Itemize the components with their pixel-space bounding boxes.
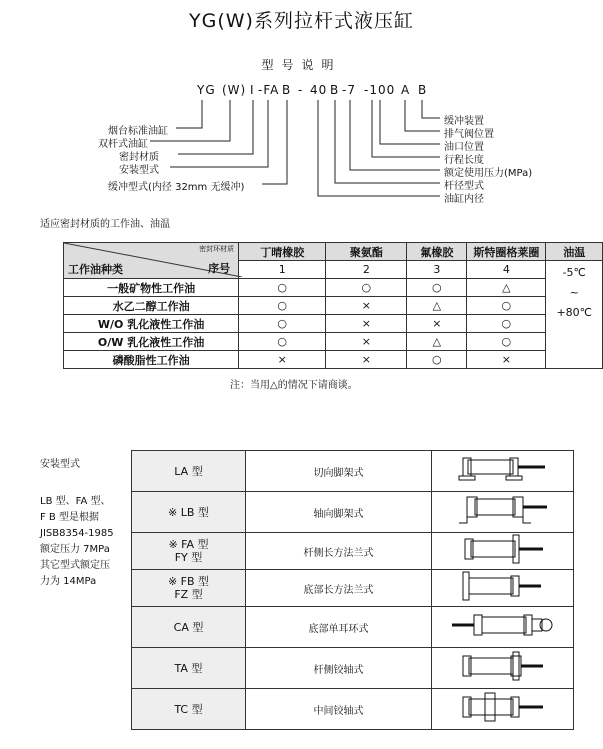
- axial-foot-cylinder-icon: [432, 492, 574, 533]
- material-header: 聚氨酯: [326, 243, 407, 261]
- mount-desc: 轴向脚架式: [246, 492, 432, 533]
- material-header: 氟橡胶: [407, 243, 467, 261]
- install-side-note: [40, 494, 130, 590]
- compat-cell: ○: [467, 297, 546, 315]
- rear-flange-cylinder-icon: [432, 570, 574, 607]
- mount-type-cell: [132, 451, 246, 492]
- legend-mount-type: 安装型式: [119, 165, 159, 176]
- mount-desc: 底部长方法兰式: [246, 570, 432, 607]
- legend-port-position: 油口位置: [444, 142, 484, 153]
- table-row: [132, 492, 574, 533]
- mount-desc: 切向脚架式: [246, 451, 432, 492]
- table-row: [64, 279, 603, 297]
- mount-type-label: TA 型: [174, 661, 203, 675]
- oil-type: 水乙二醇工作油: [64, 297, 239, 315]
- compat-cell: ○: [239, 333, 326, 351]
- corner-seal-label: 密封环材质: [199, 245, 235, 253]
- mount-type-label: TC 型: [174, 702, 203, 716]
- corner-oil-label: 工作油种类: [68, 263, 123, 276]
- oil-type: O/W 乳化液性工作油: [64, 333, 239, 351]
- compat-cell: △: [467, 279, 546, 297]
- legend-buffer-device: 缓冲装置: [444, 116, 484, 127]
- mount-type-label: CA 型: [173, 620, 204, 634]
- code-part: YG: [197, 83, 216, 97]
- number-cell: 1: [239, 261, 326, 279]
- compat-cell: ○: [467, 333, 546, 351]
- mount-type-label: ※ FA 型: [168, 538, 209, 551]
- compat-cell: △: [407, 297, 467, 315]
- mount-type-cell: [132, 570, 246, 607]
- code-part: B: [282, 83, 292, 97]
- legend-rated-pressure: 额定使用压力(MPa): [444, 168, 533, 179]
- corner-number-label: 序号: [208, 262, 231, 275]
- mount-desc: 中间铰轴式: [246, 689, 432, 730]
- code-part: B: [330, 83, 340, 97]
- rod-flange-cylinder-icon: [432, 533, 574, 570]
- table-row: [132, 570, 574, 607]
- number-cell: 4: [467, 261, 546, 279]
- legend-yantai-standard: 烟台标准油缸: [108, 126, 168, 137]
- number-cell: 2: [326, 261, 407, 279]
- compat-cell: △: [407, 333, 467, 351]
- temp-min: -5℃: [562, 266, 586, 279]
- compat-cell: ○: [407, 351, 467, 369]
- compat-cell: ×: [326, 315, 407, 333]
- foot-mount-cylinder-icon: [432, 451, 574, 492]
- side-note-line: F B 型是根据: [40, 512, 99, 523]
- compat-cell: ○: [326, 279, 407, 297]
- mount-type-label: ※ LB 型: [168, 505, 209, 519]
- compat-cell: ○: [467, 315, 546, 333]
- code-part: -: [298, 83, 304, 97]
- side-note-line: 其它型式额定压: [40, 560, 110, 571]
- temp-range: [546, 261, 603, 369]
- number-cell: 3: [407, 261, 467, 279]
- mount-desc: 底部单耳环式: [246, 607, 432, 648]
- side-note-line: 额定压力 7MPa: [40, 544, 110, 555]
- code-part: A: [401, 83, 411, 97]
- clevis-cylinder-icon: [432, 607, 574, 648]
- side-note-line: LB 型、FA 型、: [40, 496, 111, 507]
- compat-cell: ×: [326, 333, 407, 351]
- legend-double-rod: 双杆式油缸: [98, 139, 148, 150]
- compat-footnote: 注：当用△的情况下请商谈。: [230, 380, 358, 391]
- mount-desc: 杆侧铰轴式: [246, 648, 432, 689]
- compat-cell: ○: [407, 279, 467, 297]
- table-row: [132, 607, 574, 648]
- table-corner: [64, 243, 239, 279]
- code-part: B: [418, 83, 428, 97]
- oil-type: W/O 乳化液性工作油: [64, 315, 239, 333]
- compat-cell: ×: [326, 297, 407, 315]
- side-note-line: 力为 14MPa: [40, 576, 97, 587]
- compat-intro: 适应密封材质的工作油、油温: [40, 219, 170, 230]
- legend-vent-position: 排气阀位置: [444, 129, 494, 140]
- mount-desc: 杆侧长方法兰式: [246, 533, 432, 570]
- code-part: (W): [222, 83, 247, 97]
- mount-type-cell: [132, 533, 246, 570]
- mount-type-cell: [132, 648, 246, 689]
- temp-sep: ~: [569, 286, 579, 299]
- table-row: [64, 333, 603, 351]
- model-explanation-heading: 型号说明: [261, 58, 342, 72]
- compat-cell: ×: [407, 315, 467, 333]
- temp-max: +80℃: [556, 306, 593, 319]
- mount-type-label: ※ FB 型: [167, 575, 210, 588]
- side-note-line: JISB8354-1985: [40, 528, 114, 539]
- legend-rod-type: 杆径型式: [444, 181, 484, 192]
- code-part: 40: [310, 83, 328, 97]
- table-row: [132, 648, 574, 689]
- table-row: [132, 689, 574, 730]
- install-section-title: 安装型式: [40, 459, 80, 470]
- rod-trunnion-cylinder-icon: [432, 648, 574, 689]
- compat-cell: ○: [239, 297, 326, 315]
- mount-type-cell: [132, 492, 246, 533]
- mount-type-cell: [132, 689, 246, 730]
- compat-cell: ×: [239, 351, 326, 369]
- mount-type-label-alt: FY 型: [174, 551, 203, 564]
- page-title: YG(W)系列拉杆式液压缸: [189, 10, 414, 32]
- material-header: 斯特圈格莱圈: [467, 243, 546, 261]
- center-trunnion-cylinder-icon: [432, 689, 574, 730]
- table-row: [64, 351, 603, 369]
- code-part: -FA: [258, 83, 280, 97]
- oil-type: 磷酸脂性工作油: [64, 351, 239, 369]
- mount-type-cell: [132, 607, 246, 648]
- legend-stroke-length: 行程长度: [444, 155, 484, 166]
- seal-compat-table: [63, 242, 603, 369]
- compat-cell: ×: [326, 351, 407, 369]
- mount-type-label: LA 型: [174, 464, 203, 478]
- legend-cushion-type: 缓冲型式(内径 32mm 无缓冲): [108, 182, 245, 193]
- code-part: -100: [364, 83, 396, 97]
- compat-cell: ○: [239, 315, 326, 333]
- table-row: [64, 315, 603, 333]
- compat-cell: ○: [239, 279, 326, 297]
- table-row: [132, 533, 574, 570]
- compat-cell: ×: [467, 351, 546, 369]
- table-row: [132, 451, 574, 492]
- code-part: I: [250, 83, 255, 97]
- legend-bore: 油缸内径: [444, 194, 484, 205]
- temp-header: 油温: [546, 243, 603, 261]
- material-header: 丁晴橡胶: [239, 243, 326, 261]
- legend-seal-material: 密封材质: [119, 152, 159, 163]
- code-part: -7: [342, 83, 356, 97]
- oil-type: 一般矿物性工作油: [64, 279, 239, 297]
- mount-type-label-alt: FZ 型: [174, 588, 203, 601]
- mount-type-table: [131, 450, 574, 730]
- table-row: [64, 297, 603, 315]
